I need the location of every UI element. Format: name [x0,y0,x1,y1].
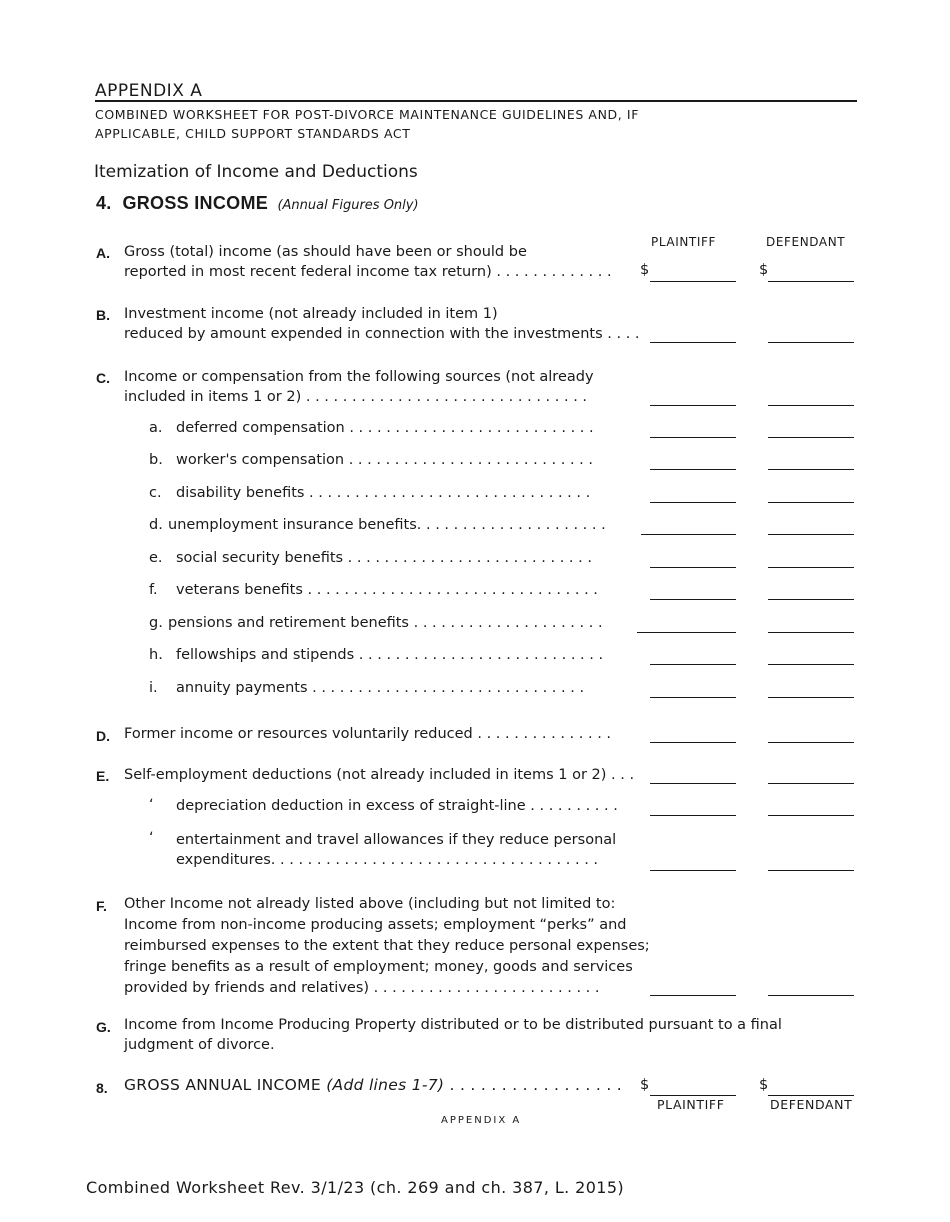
page-caption: APPENDIX A [441,1115,522,1126]
item-c-line-1: Income or compensation from the following sources (not already [124,369,594,385]
total-label [124,1076,622,1094]
item-g-line-2: judgment of divorce. [124,1037,275,1053]
item-c-sub-d-label: unemployment insurance benefits. . . . . . . . . . . . . . . . . . . . . [168,517,606,533]
item-f-letter: F. [96,898,107,914]
item-c-sub-g-marker: g. [149,615,163,631]
section-number: 4. [96,193,112,213]
item-f-line-5: provided by friends and relatives) . . . . . . . . . . . . . . . . . . . . . . . . . [124,980,600,996]
item-a-plaintiff-dollar: $ [640,262,650,278]
item-e-sub-2-line-1: entertainment and travel allowances if they reduce personal [176,832,617,848]
item-c-sub-h-plaintiff-field[interactable] [650,664,736,665]
item-c-sub-c-label: disability benefits . . . . . . . . . . . . . . . . . . . . . . . . . . . . . . . [176,485,591,501]
item-c-sub-b-marker: b. [149,452,163,468]
defendant-column-heading: DEFENDANT [766,235,846,249]
item-e-sub-2-text [176,830,616,870]
item-f-line-1: Other Income not already listed above (including but not limited to: [124,896,616,912]
item-c-sub-c-plaintiff-field[interactable] [650,502,736,503]
item-e-sub-2-marker: ‘ [149,830,154,846]
item-c-sub-i-plaintiff-field[interactable] [650,697,736,698]
item-c-text [124,367,594,407]
item-c-sub-h-defendant-field[interactable] [768,664,854,665]
item-b-line-2: reduced by amount expended in connection with the investments . . . . [124,326,640,342]
total-defendant-dollar: $ [759,1077,769,1093]
item-c-sub-i-marker: i. [149,680,158,696]
item-b-plaintiff-field[interactable] [650,342,736,343]
item-a-plaintiff-field[interactable] [650,281,736,282]
header-rule [95,100,857,102]
item-c-sub-b-label: worker's compensation . . . . . . . . . . . . . . . . . . . . . . . . . . . [176,452,593,468]
item-e-sub-2-plaintiff-field[interactable] [650,870,736,871]
total-plaintiff-dollar: $ [640,1077,650,1093]
item-c-sub-d-defendant-field[interactable] [768,534,854,535]
item-c-sub-a-label: deferred compensation . . . . . . . . . . . . . . . . . . . . . . . . . . . [176,420,594,436]
item-c-sub-g-plaintiff-field[interactable] [637,632,736,633]
item-b-letter: B. [96,307,110,323]
item-c-sub-g-defendant-field[interactable] [768,632,854,633]
item-c-sub-f-marker: f. [149,582,158,598]
item-c-sub-h-label: fellowships and stipends . . . . . . . . . . . . . . . . . . . . . . . . . . . [176,647,604,663]
item-b-line-1: Investment income (not already included in item 1) [124,306,498,322]
item-e-sub-2-defendant-field[interactable] [768,870,854,871]
item-c-sub-c-defendant-field[interactable] [768,502,854,503]
item-g-letter: G. [96,1019,111,1035]
item-a-line-2: reported in most recent federal income tax return) . . . . . . . . . . . . . [124,264,612,280]
item-e-text: Self-employment deductions (not already included in items 1 or 2) . . . [124,767,635,783]
item-c-sub-a-defendant-field[interactable] [768,437,854,438]
item-d-text: Former income or resources voluntarily reduced . . . . . . . . . . . . . . . [124,726,612,742]
item-c-sub-g-label: pensions and retirement benefits . . . . . . . . . . . . . . . . . . . . . [168,615,603,631]
item-e-sub-1-plaintiff-field[interactable] [650,815,736,816]
item-a-defendant-field[interactable] [768,281,854,282]
item-f-line-4: fringe benefits as a result of employment; money, goods and services [124,959,633,975]
subtitle-line-2: APPLICABLE, CHILD SUPPORT STANDARDS ACT [95,126,411,141]
total-leader: . . . . . . . . . . . . . . . . . [444,1076,622,1094]
item-c-sub-h-marker: h. [149,647,163,663]
total-plaintiff-caption: PLAINTIFF [657,1097,725,1112]
item-a-defendant-dollar: $ [759,262,769,278]
item-f-text [124,894,650,999]
item-a-letter: A. [96,245,110,261]
item-e-plaintiff-field[interactable] [650,783,736,784]
appendix-title: APPENDIX A [95,81,203,101]
item-e-sub-1-marker: ‘ [149,797,154,813]
item-d-plaintiff-field[interactable] [650,742,736,743]
item-e-sub-1-label: depreciation deduction in excess of straight-line . . . . . . . . . . [176,798,618,814]
total-defendant-caption: DEFENDANT [770,1097,853,1112]
item-g-text [124,1015,782,1055]
item-f-plaintiff-field[interactable] [650,995,736,996]
item-c-sub-e-plaintiff-field[interactable] [650,567,736,568]
item-e-letter: E. [96,768,110,784]
item-c-letter: C. [96,370,110,386]
item-e-sub-1-defendant-field[interactable] [768,815,854,816]
item-c-defendant-field[interactable] [768,405,854,406]
item-c-sub-i-defendant-field[interactable] [768,697,854,698]
section-note: (Annual Figures Only) [277,198,419,213]
item-c-sub-e-label: social security benefits . . . . . . . . . . . . . . . . . . . . . . . . . . . [176,550,592,566]
subtitle-line-1: COMBINED WORKSHEET FOR POST-DIVORCE MAINTENANCE GUIDELINES AND, IF [95,107,639,122]
item-a-line-1: Gross (total) income (as should have been or should be [124,244,527,260]
item-c-sub-b-defendant-field[interactable] [768,469,854,470]
total-note: (Add lines 1-7) [326,1076,445,1094]
item-f-defendant-field[interactable] [768,995,854,996]
item-c-sub-e-defendant-field[interactable] [768,567,854,568]
item-f-line-2: Income from non-income producing assets; employment “perks” and [124,917,627,933]
footer-revision: Combined Worksheet Rev. 3/1/23 (ch. 269 and ch. 387, L. 2015) [86,1178,625,1197]
item-c-sub-a-marker: a. [149,420,163,436]
item-b-defendant-field[interactable] [768,342,854,343]
item-a-text [124,242,612,282]
itemization-title: Itemization of Income and Deductions [94,162,418,182]
item-c-sub-a-plaintiff-field[interactable] [650,437,736,438]
total-plaintiff-field[interactable] [650,1095,736,1096]
item-c-sub-f-defendant-field[interactable] [768,599,854,600]
total-defendant-field[interactable] [768,1095,854,1096]
item-c-sub-d-plaintiff-field[interactable] [641,534,736,535]
item-c-sub-c-marker: c. [149,485,162,501]
plaintiff-column-heading: PLAINTIFF [651,235,716,249]
item-d-defendant-field[interactable] [768,742,854,743]
item-e-defendant-field[interactable] [768,783,854,784]
total-number: 8. [96,1080,108,1096]
item-b-text [124,304,640,344]
item-c-sub-f-label: veterans benefits . . . . . . . . . . . . . . . . . . . . . . . . . . . . . . . . [176,582,598,598]
item-c-sub-e-marker: e. [149,550,163,566]
item-c-line-2: included in items 1 or 2) . . . . . . . . . . . . . . . . . . . . . . . . . . . . . . . [124,389,588,405]
section-heading [96,193,419,214]
item-e-sub-2-line-2: expenditures. . . . . . . . . . . . . . . . . . . . . . . . . . . . . . . . . . . . [176,852,599,868]
item-c-plaintiff-field[interactable] [650,405,736,406]
total-label-text: GROSS ANNUAL INCOME [124,1076,321,1094]
item-c-sub-i-label: annuity payments . . . . . . . . . . . . . . . . . . . . . . . . . . . . . . [176,680,585,696]
worksheet-subtitle [95,105,639,143]
item-g-line-1: Income from Income Producing Property distributed or to be distributed pursuant to a final [124,1017,782,1033]
item-c-sub-b-plaintiff-field[interactable] [650,469,736,470]
item-f-line-3: reimbursed expenses to the extent that they reduce personal expenses; [124,938,650,954]
item-c-sub-d-marker: d. [149,517,163,533]
item-d-letter: D. [96,728,110,744]
item-c-sub-f-plaintiff-field[interactable] [650,599,736,600]
section-title: GROSS INCOME [122,193,269,213]
